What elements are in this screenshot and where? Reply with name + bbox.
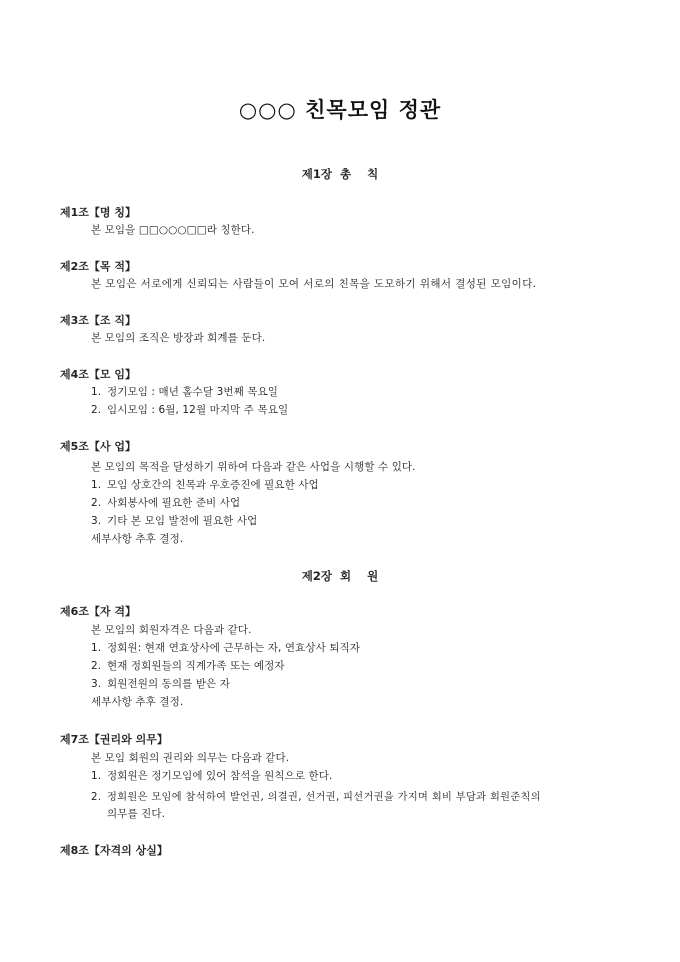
list-item-number: 1.	[91, 386, 102, 398]
list-item-number: 2.	[91, 404, 102, 416]
article-5-intro: 본 모임의 목적을 달성하기 위하여 다음과 같은 사업을 시행할 수 있다.	[91, 461, 416, 473]
list-item	[91, 788, 541, 803]
document-title: ○○○ 친목모임 정관	[238, 98, 442, 122]
article-2-heading: 제2조【목 적】	[60, 260, 136, 273]
list-item-text: 정회원은 정기모임에 있어 참석을 원칙으로 한다.	[107, 770, 333, 782]
list-item	[91, 513, 257, 528]
list-item-text: 정기모임 : 매년 홀수달 3번째 목요일	[107, 386, 279, 398]
article-3-body: 본 모임의 조직은 방장과 회계를 둔다.	[91, 332, 266, 344]
list-item-text: 회원전원의 동의를 받은 자	[107, 678, 230, 690]
list-item-text: 정회원: 현재 연효상사에 근무하는 자, 연효상사 퇴직자	[107, 642, 361, 654]
list-item-text: 기타 본 모임 발전에 필요한 사업	[107, 515, 258, 527]
list-item	[91, 477, 319, 492]
article-7-intro: 본 모임 회원의 권리와 의무는 다음과 같다.	[91, 752, 290, 764]
list-item-text: 현재 정회원들의 직계가족 또는 예정자	[107, 660, 285, 672]
article-7-heading: 제7조【권리와 의무】	[60, 733, 168, 746]
list-item	[91, 658, 285, 673]
list-item-text: 모임 상호간의 친목과 우호증진에 필요한 사업	[107, 479, 319, 491]
list-item-number: 1.	[91, 770, 102, 782]
chapter-1-heading: 제1장 총 칙	[301, 167, 379, 181]
list-item-number: 3.	[91, 515, 102, 527]
article-1-body: 본 모임을 □□○○○□□라 칭한다.	[91, 224, 255, 236]
list-item-text: 임시모임 : 6월, 12월 마지막 주 목요일	[107, 404, 289, 416]
list-item	[91, 495, 240, 510]
list-item-number: 2.	[91, 497, 102, 509]
article-5-heading: 제5조【사 업】	[60, 440, 136, 453]
article-5-note: 세부사항 추후 결정.	[91, 533, 184, 545]
list-item-text: 사회봉사에 필요한 준비 사업	[107, 497, 241, 509]
list-item	[91, 640, 360, 655]
list-item-text: 정회원은 모임에 참석하여 발언권, 의결권, 선거권, 피선거권을 가지며 회비 부담과 회원준칙의	[107, 792, 541, 803]
list-item	[91, 402, 288, 417]
list-item-number: 2.	[91, 660, 102, 672]
list-item-number: 1.	[91, 479, 102, 491]
list-item-number: 3.	[91, 678, 102, 690]
chapter-2-heading: 제2장 회 원	[301, 569, 379, 583]
list-item-number: 1.	[91, 642, 102, 654]
article-2-body: 본 모임은 서로에게 신뢰되는 사람들이 모여 서로의 친목을 도모하기 위해서 결성된 모임이다.	[91, 278, 537, 290]
article-4-heading: 제4조【모 임】	[60, 368, 136, 381]
list-item	[91, 768, 333, 783]
article-8-heading: 제8조【자격의 상실】	[60, 844, 168, 857]
list-item	[91, 676, 230, 691]
article-6-heading: 제6조【자 격】	[60, 605, 136, 618]
article-1-heading: 제1조【명 칭】	[60, 206, 136, 219]
list-item-continuation: 의무를 진다.	[107, 808, 166, 820]
article-6-note: 세부사항 추후 결정.	[91, 696, 184, 708]
article-6-intro: 본 모임의 회원자격은 다음과 같다.	[91, 624, 252, 636]
article-3-heading: 제3조【조 직】	[60, 314, 136, 327]
list-item-number: 2.	[91, 792, 102, 803]
list-item	[91, 384, 278, 399]
